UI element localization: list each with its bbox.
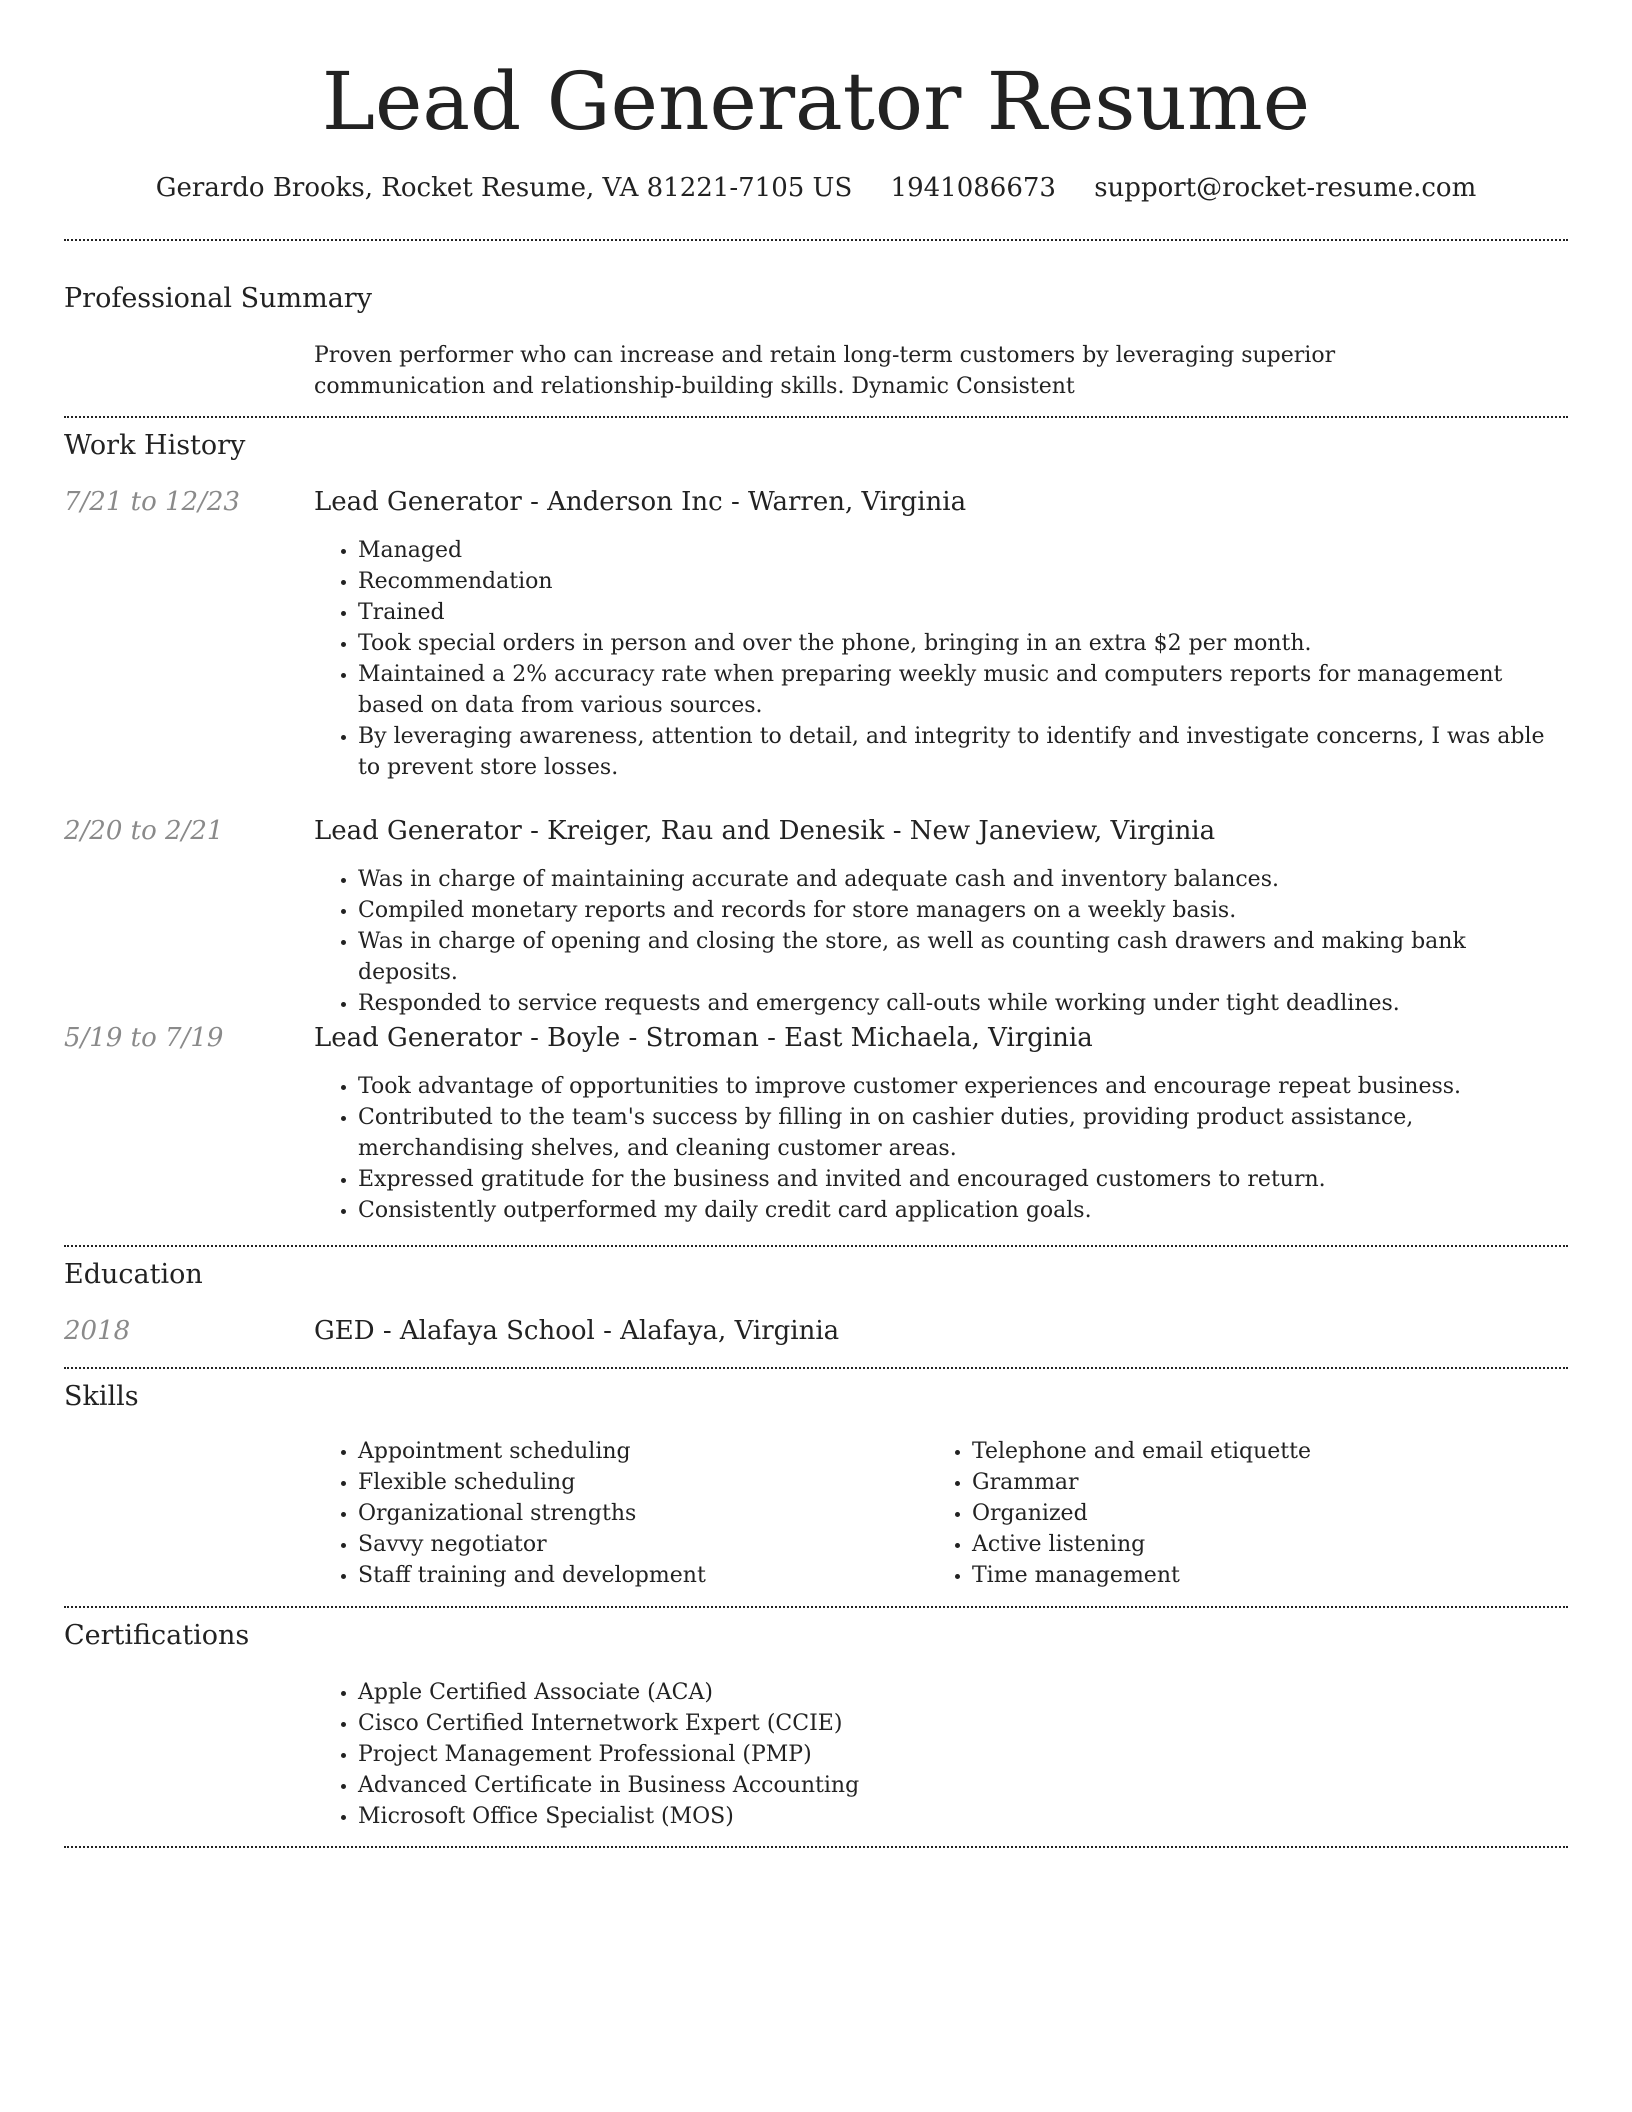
- contact-phone: 1941086673: [890, 173, 1056, 203]
- list-item: • Organized: [972, 1498, 1552, 1529]
- list-item: • Expressed gratitude for the business and invited and encouraged customers to return.: [358, 1164, 1568, 1195]
- work-history-heading: Work History: [64, 430, 246, 461]
- job-duties-list: [358, 864, 1568, 1019]
- job-title: Lead Generator - Boyle - Stroman - East Michaela, Virginia: [314, 1023, 1093, 1053]
- job-title: Lead Generator - Kreiger, Rau and Denesik - New Janeview, Virginia: [314, 816, 1216, 846]
- job-dates: 7/21 to 12/23: [64, 487, 240, 517]
- list-item: • Staff training and development: [358, 1560, 918, 1591]
- list-item: • Appointment scheduling: [358, 1436, 918, 1467]
- section-divider: [64, 1606, 1568, 1608]
- list-item: • Time management: [972, 1560, 1552, 1591]
- list-item: • Managed: [358, 535, 1568, 566]
- list-item: • Cisco Certified Internetwork Expert (CCIE): [358, 1708, 1568, 1739]
- section-divider: [64, 1367, 1568, 1369]
- section-divider: [64, 1846, 1568, 1848]
- education-entry: GED - Alafaya School - Alafaya, Virginia: [314, 1316, 840, 1346]
- list-item: • Flexible scheduling: [358, 1467, 918, 1498]
- summary-text: Proven performer who can increase and retain long-term customers by leveraging superior communication and relationship-building skills. Dynamic Consistent: [314, 343, 1336, 399]
- section-divider: [64, 1245, 1568, 1247]
- list-item: • Took special orders in person and over the phone, bringing in an extra $2 per month.: [358, 628, 1568, 659]
- list-item: • Compiled monetary reports and records for store managers on a weekly basis.: [358, 895, 1568, 926]
- list-item: • Contributed to the team's success by filling in on cashier duties, providing product assistance, merchandising shelves, and cleaning customer areas.: [358, 1102, 1568, 1164]
- list-item: • Responded to service requests and emergency call-outs while working under tight deadlines.: [358, 988, 1568, 1019]
- list-item: • Microsoft Office Specialist (MOS): [358, 1801, 1568, 1832]
- list-item: • Was in charge of maintaining accurate and adequate cash and inventory balances.: [358, 864, 1568, 895]
- list-item: • Took advantage of opportunities to improve customer experiences and encourage repeat business.: [358, 1071, 1568, 1102]
- section-divider: [64, 239, 1568, 241]
- education-heading: Education: [64, 1259, 203, 1290]
- job-dates: 5/19 to 7/19: [64, 1023, 224, 1053]
- list-item: • Maintained a 2% accuracy rate when preparing weekly music and computers reports for management based on data from various sources.: [358, 659, 1568, 721]
- skills-list-left: [358, 1436, 918, 1591]
- resume-title: Lead Generator Resume: [321, 55, 1311, 148]
- job-title: Lead Generator - Anderson Inc - Warren, Virginia: [314, 487, 967, 517]
- list-item: • Project Management Professional (PMP): [358, 1739, 1568, 1770]
- section-divider: [64, 416, 1568, 418]
- list-item: • Apple Certified Associate (ACA): [358, 1677, 1568, 1708]
- certifications-heading: Certifications: [64, 1620, 250, 1651]
- list-item: • Was in charge of opening and closing the store, as well as counting cash drawers and making bank deposits.: [358, 926, 1568, 988]
- job-duties-list: [358, 535, 1568, 783]
- list-item: • Grammar: [972, 1467, 1552, 1498]
- list-item: • Consistently outperformed my daily credit card application goals.: [358, 1195, 1568, 1226]
- list-item: • Savvy negotiator: [358, 1529, 918, 1560]
- skills-heading: Skills: [64, 1381, 139, 1412]
- list-item: • Advanced Certificate in Business Accounting: [358, 1770, 1568, 1801]
- skills-list-right: [972, 1436, 1552, 1591]
- list-item: • Trained: [358, 597, 1568, 628]
- certifications-list: [358, 1677, 1568, 1832]
- list-item: • Active listening: [972, 1529, 1552, 1560]
- job-dates: 2/20 to 2/21: [64, 816, 224, 846]
- list-item: • By leveraging awareness, attention to detail, and integrity to identify and investigate concerns, I was able to prevent store losses.: [358, 721, 1568, 783]
- contact-address: Gerardo Brooks, Rocket Resume, VA 81221-7105 US: [155, 173, 853, 203]
- contact-email[interactable]: support@rocket-resume.com: [1094, 173, 1477, 203]
- list-item: • Organizational strengths: [358, 1498, 918, 1529]
- summary-heading: Professional Summary: [64, 283, 372, 314]
- contact-line: [0, 170, 1632, 206]
- education-year: 2018: [64, 1316, 131, 1346]
- list-item: • Telephone and email etiquette: [972, 1436, 1552, 1467]
- list-item: • Recommendation: [358, 566, 1568, 597]
- job-duties-list: [358, 1071, 1568, 1226]
